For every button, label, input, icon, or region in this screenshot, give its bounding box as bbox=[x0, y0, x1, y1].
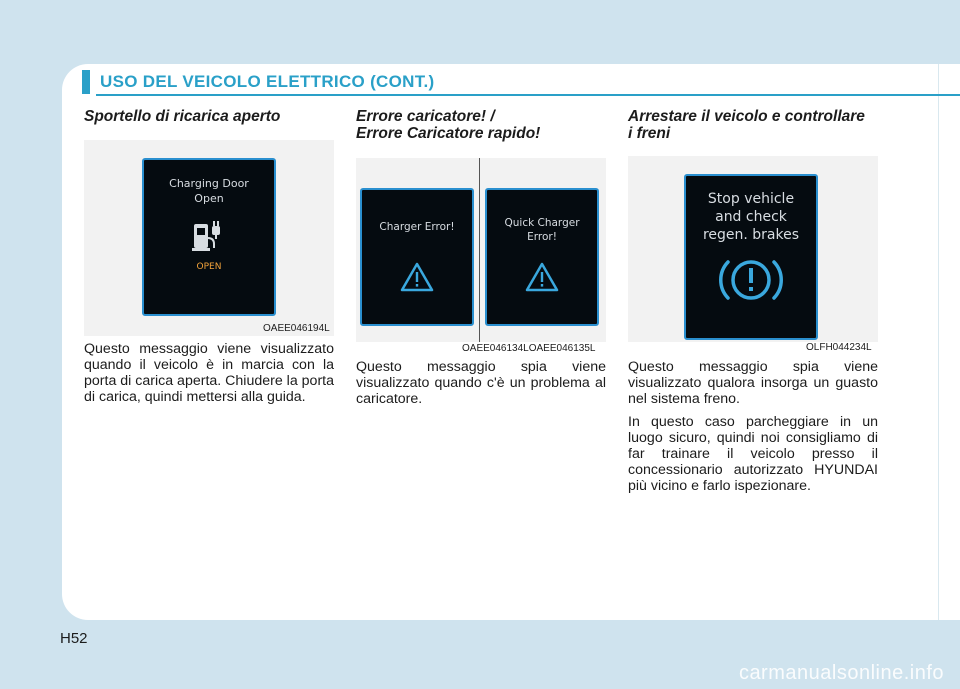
screen-text-line1: Stop vehicle bbox=[707, 191, 795, 207]
section-body-stop-vehicle bbox=[628, 359, 878, 501]
screen-text-line2: and check bbox=[715, 209, 787, 225]
screen-text-line2: Error! bbox=[527, 231, 557, 243]
header-underline bbox=[96, 94, 960, 96]
column-stop-vehicle bbox=[628, 108, 878, 142]
screen-text-line2: Open bbox=[194, 192, 224, 205]
screen-text-line1: Charger Error! bbox=[379, 221, 455, 233]
section-body-charging-door bbox=[84, 341, 334, 412]
section-header-title: USO DEL VEICOLO ELETTRICO (CONT.) bbox=[100, 72, 435, 91]
section-title-stop-vehicle-line1: Arrestare il veicolo e controllare bbox=[628, 108, 865, 125]
open-status-label: OPEN bbox=[196, 262, 222, 272]
section-title-stop-vehicle-line2: i freni bbox=[628, 125, 671, 142]
paragraph: Questo messaggio viene visualizzato quando il veicolo è in marcia con la porta di carica aperta. Chiudere la porta di carica, quindi mettersi alla guida. bbox=[84, 341, 334, 405]
column-charging-door bbox=[84, 108, 334, 125]
figure-code: OAEE046194L bbox=[263, 323, 330, 334]
cluster-screen-charger-error bbox=[360, 188, 474, 326]
watermark-text: carmanualsonline.info bbox=[738, 662, 944, 684]
header-accent-bar bbox=[82, 70, 90, 94]
charging-station-icon bbox=[192, 218, 226, 254]
page-number: H52 bbox=[60, 630, 88, 647]
warning-triangle-icon bbox=[400, 262, 434, 292]
section-title-charging-door: Sportello di ricarica aperto bbox=[84, 108, 281, 125]
paragraph: In questo caso parcheggiare in un luogo sicuro, quindi noi consigliamo di far trainare il veicolo presso il concessionario autorizzato HYUNDAI più vicino e farlo ispezionare. bbox=[628, 414, 878, 494]
figure-charging-door bbox=[84, 140, 334, 336]
screen-text-line3: regen. brakes bbox=[702, 227, 800, 243]
cluster-screen-quick-charger-error bbox=[485, 188, 599, 326]
cluster-screen-charging-door bbox=[142, 158, 276, 316]
figure-stop-vehicle bbox=[628, 156, 878, 342]
figure-charger-error bbox=[356, 158, 606, 342]
section-title-charger-error-line2: Errore Caricatore rapido! bbox=[356, 125, 541, 142]
paragraph: Questo messaggio spia viene visualizzato qualora insorga un guasto nel sistema freno. bbox=[628, 359, 878, 407]
figure-divider bbox=[479, 158, 480, 342]
section-title-charger-error-line1: Errore caricatore! / bbox=[356, 108, 495, 125]
screen-text-line1: Quick Charger bbox=[504, 217, 580, 229]
figure-code: OAEE046134LOAEE046135L bbox=[462, 343, 596, 354]
section-body-charger-error bbox=[356, 359, 606, 414]
cluster-screen-stop-vehicle bbox=[684, 174, 818, 340]
paragraph: Questo messaggio spia viene visualizzato quando c'è un problema al caricatore. bbox=[356, 359, 606, 407]
screen-text-line1: Charging Door bbox=[169, 177, 249, 190]
figure-code: OLFH044234L bbox=[806, 342, 872, 353]
page-edge-rule bbox=[938, 64, 939, 620]
brake-warning-icon bbox=[718, 254, 784, 306]
warning-triangle-icon bbox=[525, 262, 559, 292]
column-charger-error bbox=[356, 108, 606, 142]
